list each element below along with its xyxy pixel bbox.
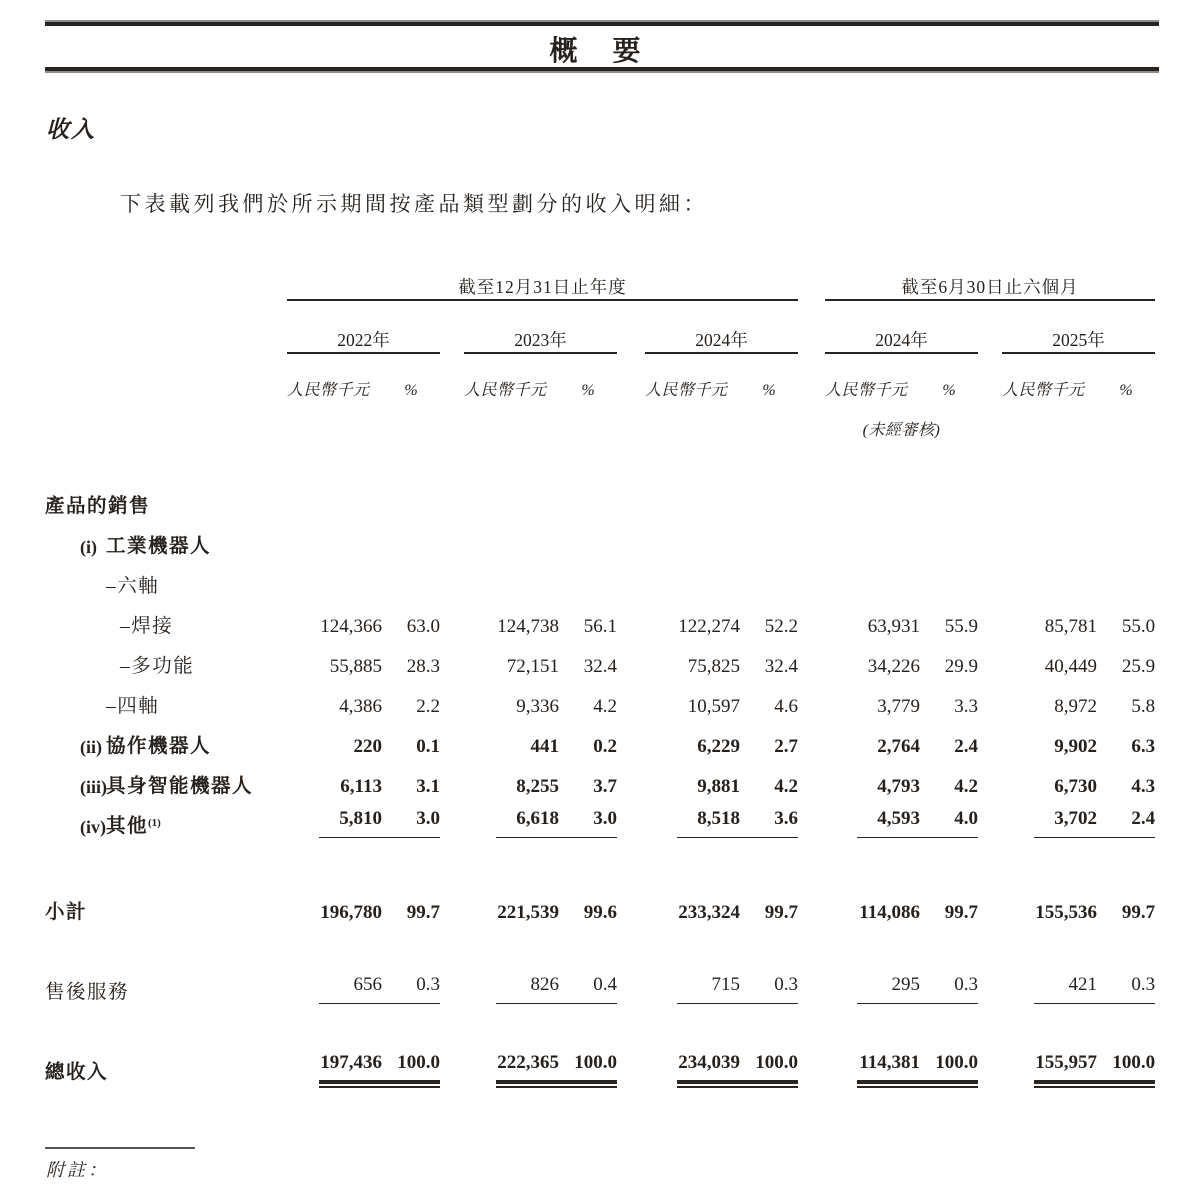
empty-cell	[464, 400, 617, 440]
amount-unit-header: 人民幣千元	[287, 382, 370, 399]
row-label-spacer	[45, 300, 287, 353]
col-gap	[978, 400, 1002, 440]
footnote-ref: (1)	[148, 817, 161, 829]
percent-cell-subtotal-3: 99.7	[944, 902, 978, 923]
col-gap	[440, 1044, 464, 1084]
col-gap	[440, 718, 464, 758]
amount-unit-header: 人民幣千元	[825, 382, 908, 399]
percent-header: %	[762, 382, 776, 399]
col-gap	[440, 964, 464, 1004]
col-gap	[440, 638, 464, 678]
value-cell-others-3: 4,593	[825, 798, 920, 838]
row-label-spacer	[45, 353, 287, 400]
year-header-0: 2022年	[287, 300, 440, 353]
footnote-rule	[45, 1147, 195, 1149]
value-cell-multi-function-0: 55,885	[329, 656, 382, 677]
percent-cell-four-axis-4: 5.8	[1131, 696, 1156, 717]
row-prefix: (ii)	[80, 737, 102, 757]
col-gap	[798, 798, 825, 838]
row-label: –多功能	[120, 656, 195, 677]
percent-cell-collaborative-robots-3: 2.4	[954, 736, 978, 757]
row-label: 小計	[45, 902, 88, 923]
value-cell-others-1: 6,618	[464, 798, 559, 838]
value-cell-multi-function-2: 75,825	[687, 656, 740, 677]
value-cell-subtotal-4: 155,536	[1035, 902, 1097, 923]
notes-label: 附註：	[46, 1160, 109, 1180]
year-header-4: 2025年	[1002, 300, 1155, 353]
percent-cell-multi-function-1: 32.4	[583, 656, 617, 677]
percent-cell-welding-1: 56.1	[583, 616, 617, 637]
intro-text: 下表載列我們於所示期間按產品類型劃分的收入明細：	[120, 192, 708, 216]
percent-cell-welding-2: 52.2	[764, 616, 798, 637]
value-cell-total-revenue-3: 114,381	[825, 1044, 920, 1084]
value-cell-embodied-ai-robots-1: 8,255	[516, 776, 559, 797]
value-cell-subtotal-0: 196,780	[320, 902, 382, 923]
amount-unit-header: 人民幣千元	[1002, 382, 1085, 399]
percent-cell-total-revenue-2: 100.0	[740, 1044, 798, 1084]
value-cell-subtotal-2: 233,324	[678, 902, 740, 923]
col-gap	[617, 798, 645, 838]
percent-cell-four-axis-3: 3.3	[954, 696, 978, 717]
value-cell-after-sales-service-3: 295	[825, 964, 920, 1004]
col-gap	[798, 884, 825, 924]
col-gap	[440, 678, 464, 718]
period-group-annual: 截至12月31日止年度	[287, 252, 798, 300]
value-cell-total-revenue-2: 234,039	[645, 1044, 740, 1084]
percent-cell-multi-function-3: 29.9	[944, 656, 978, 677]
col-gap	[617, 758, 645, 798]
col-gap	[798, 1044, 825, 1084]
value-cell-welding-1: 124,738	[497, 616, 559, 637]
col-gap	[440, 598, 464, 638]
percent-cell-after-sales-service-1: 0.4	[559, 964, 617, 1004]
percent-cell-total-revenue-4: 100.0	[1097, 1044, 1155, 1084]
col-gap	[978, 964, 1002, 1004]
amount-unit-header: 人民幣千元	[464, 382, 547, 399]
percent-cell-welding-0: 63.0	[406, 616, 440, 637]
value-cell-others-2: 8,518	[645, 798, 740, 838]
percent-cell-after-sales-service-0: 0.3	[382, 964, 440, 1004]
percent-cell-four-axis-2: 4.6	[774, 696, 798, 717]
value-cell-total-revenue-4: 155,957	[1002, 1044, 1097, 1084]
table-row-collaborative-robots	[45, 718, 1155, 758]
revenue-breakdown-table	[45, 252, 1155, 1084]
empty-cell	[287, 400, 440, 440]
group-gap	[798, 252, 825, 300]
col-gap	[617, 964, 645, 1004]
value-cell-welding-3: 63,931	[867, 616, 920, 637]
value-cell-subtotal-3: 114,086	[859, 902, 920, 923]
table-row-multi-function	[45, 638, 1155, 678]
percent-cell-multi-function-0: 28.3	[406, 656, 440, 677]
percent-cell-collaborative-robots-1: 0.2	[593, 736, 617, 757]
col-gap	[978, 598, 1002, 638]
title-top-rule	[45, 20, 1159, 26]
col-gap	[617, 353, 645, 400]
col-gap	[440, 400, 464, 440]
col-gap	[798, 400, 825, 440]
table-row-after-sales-service	[45, 964, 1155, 1004]
value-cell-after-sales-service-4: 421	[1002, 964, 1097, 1004]
value-cell-collaborative-robots-0: 220	[353, 736, 382, 757]
percent-cell-subtotal-0: 99.7	[406, 902, 440, 923]
percent-cell-others-3: 4.0	[920, 798, 978, 838]
row-label-spacer	[45, 400, 287, 440]
table-row-industrial-robots	[45, 518, 1155, 558]
percent-cell-after-sales-service-3: 0.3	[920, 964, 978, 1004]
percent-cell-subtotal-2: 99.7	[764, 902, 798, 923]
value-cell-four-axis-4: 8,972	[1054, 696, 1097, 717]
unaudited-note: (未經審核)	[862, 422, 941, 439]
percent-cell-subtotal-4: 99.7	[1121, 902, 1156, 923]
empty-cell	[645, 400, 798, 440]
row-label: –六軸	[106, 576, 160, 597]
percent-cell-welding-4: 55.0	[1121, 616, 1156, 637]
value-cell-multi-function-1: 72,151	[506, 656, 559, 677]
col-gap	[440, 884, 464, 924]
table-row-six-axis	[45, 558, 1155, 598]
value-cell-total-revenue-0: 197,436	[287, 1044, 382, 1084]
col-gap	[798, 758, 825, 798]
percent-header: %	[404, 382, 418, 399]
row-label: (i) 工業機器人	[80, 536, 212, 557]
row-prefix: (iv)	[80, 817, 106, 837]
col-gap	[617, 638, 645, 678]
col-gap	[798, 964, 825, 1004]
col-gap	[440, 758, 464, 798]
col-gap	[798, 638, 825, 678]
table-row-products-sales	[45, 440, 1155, 518]
col-gap	[798, 300, 825, 353]
percent-cell-embodied-ai-robots-2: 4.2	[774, 776, 798, 797]
value-cell-collaborative-robots-1: 441	[530, 736, 559, 757]
percent-cell-four-axis-0: 2.2	[416, 696, 440, 717]
col-gap	[798, 718, 825, 758]
row-label: –焊接	[120, 616, 174, 637]
period-group-six-months: 截至6月30日止六個月	[825, 252, 1155, 300]
value-cell-four-axis-3: 3,779	[877, 696, 920, 717]
revenue-heading: 收入	[46, 117, 96, 142]
col-gap	[798, 598, 825, 638]
value-cell-others-4: 3,702	[1002, 798, 1097, 838]
value-cell-welding-4: 85,781	[1044, 616, 1097, 637]
col-gap	[978, 884, 1002, 924]
percent-cell-others-4: 2.4	[1097, 798, 1155, 838]
percent-cell-others-1: 3.0	[559, 798, 617, 838]
spacer-row	[45, 838, 1155, 884]
row-label: 售後服務	[45, 982, 130, 1003]
empty-values	[287, 440, 1155, 518]
percent-cell-others-2: 3.6	[740, 798, 798, 838]
col-gap	[617, 678, 645, 718]
value-cell-four-axis-0: 4,386	[339, 696, 382, 717]
percent-cell-welding-3: 55.9	[944, 616, 978, 637]
percent-cell-total-revenue-0: 100.0	[382, 1044, 440, 1084]
row-label: 產品的銷售	[45, 496, 151, 517]
empty-values	[287, 558, 1155, 598]
amount-unit-header: 人民幣千元	[645, 382, 728, 399]
col-gap	[978, 300, 1002, 353]
col-gap	[617, 718, 645, 758]
col-gap	[617, 598, 645, 638]
percent-cell-total-revenue-3: 100.0	[920, 1044, 978, 1084]
row-label: (iii) 具身智能機器人	[80, 776, 254, 797]
value-cell-welding-2: 122,274	[678, 616, 740, 637]
table-row-embodied-ai-robots	[45, 758, 1155, 798]
value-cell-after-sales-service-2: 715	[645, 964, 740, 1004]
percent-cell-embodied-ai-robots-1: 3.7	[593, 776, 617, 797]
year-header-1: 2023年	[464, 300, 617, 353]
percent-cell-total-revenue-1: 100.0	[559, 1044, 617, 1084]
spacer-row	[45, 924, 1155, 964]
col-gap	[440, 798, 464, 838]
col-gap	[617, 1044, 645, 1084]
percent-cell-collaborative-robots-2: 2.7	[774, 736, 798, 757]
page-title: 概 要	[549, 36, 655, 67]
percent-cell-embodied-ai-robots-3: 4.2	[954, 776, 978, 797]
col-gap	[978, 1044, 1002, 1084]
percent-cell-collaborative-robots-4: 6.3	[1131, 736, 1156, 757]
table-row-subtotal	[45, 884, 1155, 924]
corner-cell	[45, 252, 287, 300]
spacer-row	[45, 1004, 1155, 1044]
title-bottom-rule	[45, 67, 1159, 73]
row-prefix: (iii)	[80, 777, 107, 797]
percent-header: %	[1119, 382, 1133, 399]
col-gap	[440, 300, 464, 353]
col-gap	[978, 798, 1002, 838]
value-cell-embodied-ai-robots-0: 6,113	[340, 776, 382, 797]
value-cell-subtotal-1: 221,539	[497, 902, 559, 923]
year-header-3: 2024年	[825, 300, 978, 353]
value-cell-welding-0: 124,366	[320, 616, 382, 637]
value-cell-multi-function-4: 40,449	[1044, 656, 1097, 677]
table-row-others	[45, 798, 1155, 838]
percent-cell-collaborative-robots-0: 0.1	[416, 736, 440, 757]
percent-cell-embodied-ai-robots-0: 3.1	[416, 776, 440, 797]
percent-header: %	[581, 382, 595, 399]
value-cell-four-axis-2: 10,597	[687, 696, 740, 717]
col-gap	[617, 300, 645, 353]
percent-cell-subtotal-1: 99.6	[583, 902, 617, 923]
percent-cell-others-0: 3.0	[382, 798, 440, 838]
table-row-four-axis	[45, 678, 1155, 718]
col-gap	[978, 353, 1002, 400]
col-gap	[798, 678, 825, 718]
col-gap	[978, 638, 1002, 678]
col-gap	[978, 718, 1002, 758]
value-cell-four-axis-1: 9,336	[516, 696, 559, 717]
value-cell-after-sales-service-0: 656	[287, 964, 382, 1004]
value-cell-embodied-ai-robots-2: 9,881	[697, 776, 740, 797]
value-cell-after-sales-service-1: 826	[464, 964, 559, 1004]
row-label: 總收入	[45, 1062, 109, 1083]
table-row-welding	[45, 598, 1155, 638]
value-cell-total-revenue-1: 222,365	[464, 1044, 559, 1084]
row-label: –四軸	[106, 696, 160, 717]
col-gap	[978, 678, 1002, 718]
year-header-2: 2024年	[645, 300, 798, 353]
percent-cell-multi-function-4: 25.9	[1121, 656, 1156, 677]
value-cell-others-0: 5,810	[287, 798, 382, 838]
value-cell-embodied-ai-robots-3: 4,793	[877, 776, 920, 797]
empty-values	[287, 518, 1155, 558]
percent-cell-multi-function-2: 32.4	[764, 656, 798, 677]
percent-cell-embodied-ai-robots-4: 4.3	[1131, 776, 1156, 797]
table-row-total-revenue	[45, 1044, 1155, 1084]
col-gap	[798, 353, 825, 400]
percent-cell-after-sales-service-4: 0.3	[1097, 964, 1155, 1004]
value-cell-embodied-ai-robots-4: 6,730	[1054, 776, 1097, 797]
col-gap	[617, 400, 645, 440]
empty-cell	[1002, 400, 1155, 440]
row-label: (iv) 其他$^{(1)}$	[80, 816, 161, 837]
percent-header: %	[942, 382, 956, 399]
value-cell-collaborative-robots-2: 6,229	[697, 736, 740, 757]
col-gap	[978, 758, 1002, 798]
value-cell-multi-function-3: 34,226	[867, 656, 920, 677]
percent-cell-after-sales-service-2: 0.3	[740, 964, 798, 1004]
value-cell-collaborative-robots-4: 9,902	[1054, 736, 1097, 757]
row-label: (ii) 協作機器人	[80, 736, 212, 757]
percent-cell-four-axis-1: 4.2	[593, 696, 617, 717]
col-gap	[617, 884, 645, 924]
row-prefix: (i)	[80, 537, 97, 557]
value-cell-collaborative-robots-3: 2,764	[877, 736, 920, 757]
col-gap	[440, 353, 464, 400]
